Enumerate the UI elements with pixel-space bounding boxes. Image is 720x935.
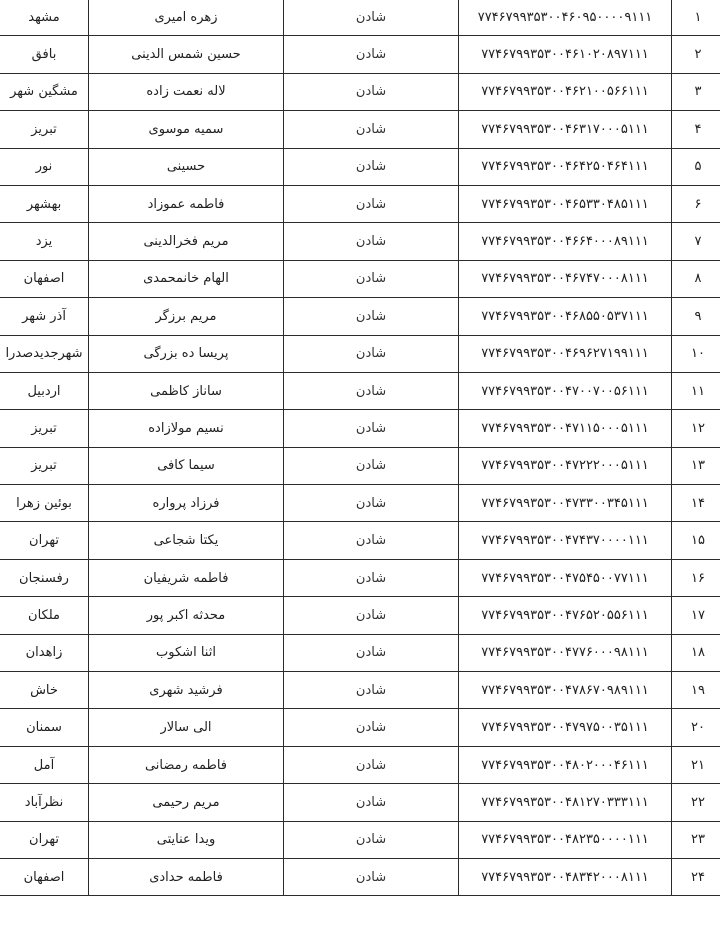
table-row [0, 597, 720, 634]
account-cell [459, 185, 672, 222]
bank-cell: شادن [284, 335, 459, 372]
name-cell: الی سالار [89, 709, 284, 746]
account-number: ۷۷۴۶۷۹۹۳۵۳۰۰۴۷۳۳۰۰۳۴۵۱۱۱ [481, 495, 649, 511]
name-cell: فاطمه شریفیان [89, 559, 284, 596]
city-cell: تبریز [0, 447, 89, 484]
table-row [0, 260, 720, 297]
account-cell [459, 597, 672, 634]
name-cell: ساناز کاظمی [89, 372, 284, 409]
account-cell [459, 148, 672, 185]
table-row [0, 223, 720, 260]
row-number-cell: ۲۳ [672, 821, 720, 858]
bank-cell: شادن [284, 485, 459, 522]
city-cell: زاهدان [0, 634, 89, 671]
row-number-cell: ۱۵ [672, 522, 720, 559]
account-number: ۷۷۴۶۷۹۹۳۵۳۰۰۴۸۳۴۲۰۰۰۸۱۱۱ [481, 869, 649, 885]
name-cell: فاطمه رمضانی [89, 746, 284, 783]
row-number-cell: ۷ [672, 223, 720, 260]
account-number: ۷۷۴۶۷۹۹۳۵۳۰۰۴۶۹۶۲۷۱۹۹۱۱۱ [481, 346, 649, 362]
row-number-cell: ۱۲ [672, 410, 720, 447]
bank-cell: شادن [284, 858, 459, 895]
account-number: ۷۷۴۶۷۹۹۳۵۳۰۰۴۶۲۱۰۰۵۶۶۱۱۱ [481, 84, 649, 100]
name-cell: نسیم مولازاده [89, 410, 284, 447]
bank-cell: شادن [284, 73, 459, 110]
account-number: ۷۷۴۶۷۹۹۳۵۳۰۰۴۷۰۰۷۰۰۵۶۱۱۱ [481, 383, 649, 399]
account-number: ۷۷۴۶۷۹۹۳۵۳۰۰۴۷۱۱۵۰۰۰۵۱۱۱ [481, 420, 649, 436]
account-cell [459, 260, 672, 297]
city-cell: تبریز [0, 410, 89, 447]
name-cell: سیما کافی [89, 447, 284, 484]
bank-cell: شادن [284, 36, 459, 73]
account-number: ۷۷۴۶۷۹۹۳۵۳۰۰۴۶۰۹۵۰۰۰۰۹۱۱۱ [477, 9, 653, 25]
bank-cell: شادن [284, 597, 459, 634]
account-number: ۷۷۴۶۷۹۹۳۵۳۰۰۴۸۱۲۷۰۳۳۳۱۱۱ [481, 794, 649, 810]
city-cell: تهران [0, 821, 89, 858]
row-number-cell: ۲۲ [672, 784, 720, 821]
account-cell [459, 784, 672, 821]
row-number-cell: ۴ [672, 111, 720, 148]
bank-cell: شادن [284, 148, 459, 185]
city-cell: تهران [0, 522, 89, 559]
account-cell [459, 746, 672, 783]
name-cell: حسینی [89, 148, 284, 185]
name-cell: فاطمه حدادی [89, 858, 284, 895]
row-number-cell: ۱۴ [672, 485, 720, 522]
table-row [0, 485, 720, 522]
row-number-cell: ۵ [672, 148, 720, 185]
account-number: ۷۷۴۶۷۹۹۳۵۳۰۰۴۸۰۲۰۰۰۴۶۱۱۱ [481, 757, 649, 773]
bank-cell: شادن [284, 0, 459, 36]
account-number: ۷۷۴۶۷۹۹۳۵۳۰۰۴۷۲۲۲۰۰۰۵۱۱۱ [481, 458, 649, 474]
account-number: ۷۷۴۶۷۹۹۳۵۳۰۰۴۷۶۵۲۰۵۵۶۱۱۱ [481, 607, 649, 623]
account-number: ۷۷۴۶۷۹۹۳۵۳۰۰۴۶۴۲۵۰۴۶۴۱۱۱ [481, 159, 649, 175]
row-number-cell: ۲۰ [672, 709, 720, 746]
account-cell [459, 36, 672, 73]
row-number-cell: ۱۱ [672, 372, 720, 409]
account-cell [459, 672, 672, 709]
account-cell [459, 111, 672, 148]
name-cell: فاطمه عموزاد [89, 185, 284, 222]
row-number-cell: ۸ [672, 260, 720, 297]
city-cell: مشگین شهر [0, 73, 89, 110]
bank-cell: شادن [284, 672, 459, 709]
account-cell [459, 372, 672, 409]
name-cell: الهام خانمحمدی [89, 260, 284, 297]
bank-cell: شادن [284, 559, 459, 596]
account-cell [459, 0, 672, 36]
account-number: ۷۷۴۶۷۹۹۳۵۳۰۰۴۷۹۷۵۰۰۳۵۱۱۱ [481, 720, 649, 736]
table-row [0, 858, 720, 895]
page-margin [0, 926, 720, 935]
table-row [0, 73, 720, 110]
name-cell: مریم رحیمی [89, 784, 284, 821]
row-number-cell: ۹ [672, 298, 720, 335]
row-number-cell: ۲ [672, 36, 720, 73]
city-cell: نور [0, 148, 89, 185]
bank-cell: شادن [284, 223, 459, 260]
account-cell [459, 821, 672, 858]
table-row [0, 185, 720, 222]
city-cell: اصفهان [0, 858, 89, 895]
account-number: ۷۷۴۶۷۹۹۳۵۳۰۰۴۷۷۶۰۰۰۹۸۱۱۱ [481, 645, 649, 661]
row-number-cell: ۳ [672, 73, 720, 110]
city-cell: خاش [0, 672, 89, 709]
bank-cell: شادن [284, 260, 459, 297]
table-row [0, 372, 720, 409]
name-cell: محدثه اکبر پور [89, 597, 284, 634]
city-cell: نظرآباد [0, 784, 89, 821]
city-cell: یزد [0, 223, 89, 260]
name-cell: ویدا عنایتی [89, 821, 284, 858]
account-number: ۷۷۴۶۷۹۹۳۵۳۰۰۴۶۱۰۲۰۸۹۷۱۱۱ [481, 47, 649, 63]
account-number: ۷۷۴۶۷۹۹۳۵۳۰۰۴۸۲۳۵۰۰۰۰۱۱۱ [481, 832, 649, 848]
account-cell [459, 335, 672, 372]
city-cell: مشهد [0, 0, 89, 36]
city-cell: رفسنجان [0, 559, 89, 596]
table-row [0, 335, 720, 372]
row-number-cell: ۲۴ [672, 858, 720, 895]
table-row [0, 821, 720, 858]
account-number: ۷۷۴۶۷۹۹۳۵۳۰۰۴۶۸۵۵۰۵۳۷۱۱۱ [481, 308, 649, 324]
row-number-cell: ۱۰ [672, 335, 720, 372]
account-number: ۷۷۴۶۷۹۹۳۵۳۰۰۴۷۵۴۵۰۰۷۷۱۱۱ [481, 570, 649, 586]
bank-cell: شادن [284, 185, 459, 222]
table-row [0, 672, 720, 709]
account-cell [459, 634, 672, 671]
account-cell [459, 559, 672, 596]
name-cell: فرشید شهری [89, 672, 284, 709]
name-cell: حسین شمس الدینی [89, 36, 284, 73]
bank-cell: شادن [284, 821, 459, 858]
bank-cell: شادن [284, 784, 459, 821]
row-number-cell: ۱۷ [672, 597, 720, 634]
row-number-cell: ۱۸ [672, 634, 720, 671]
bank-cell: شادن [284, 709, 459, 746]
table-row [0, 111, 720, 148]
table-row [0, 559, 720, 596]
account-cell [459, 223, 672, 260]
name-cell: لاله نعمت زاده [89, 73, 284, 110]
row-number-cell: ۲۱ [672, 746, 720, 783]
account-cell [459, 485, 672, 522]
city-cell: آمل [0, 746, 89, 783]
city-cell: شهرجدیدصدرا [0, 335, 89, 372]
name-cell: یکتا شجاعی [89, 522, 284, 559]
city-cell: اردبیل [0, 372, 89, 409]
account-number: ۷۷۴۶۷۹۹۳۵۳۰۰۴۷۴۳۷۰۰۰۰۱۱۱ [481, 533, 649, 549]
bank-cell: شادن [284, 522, 459, 559]
name-cell: مریم فخرالدینی [89, 223, 284, 260]
name-cell: اثنا اشکوب [89, 634, 284, 671]
account-cell [459, 298, 672, 335]
city-cell: آذر شهر [0, 298, 89, 335]
row-number-cell: ۱۳ [672, 447, 720, 484]
name-cell: مریم برزگر [89, 298, 284, 335]
table-row [0, 784, 720, 821]
city-cell: بافق [0, 36, 89, 73]
name-cell: پریسا ده بزرگی [89, 335, 284, 372]
account-number: ۷۷۴۶۷۹۹۳۵۳۰۰۴۶۶۴۰۰۰۸۹۱۱۱ [481, 234, 649, 250]
name-cell: فرزاد پرواره [89, 485, 284, 522]
account-number: ۷۷۴۶۷۹۹۳۵۳۰۰۴۶۵۳۳۰۴۸۵۱۱۱ [481, 196, 649, 212]
bank-cell: شادن [284, 372, 459, 409]
row-number-cell: ۱۹ [672, 672, 720, 709]
city-cell: بهشهر [0, 185, 89, 222]
name-cell: زهره امیری [89, 0, 284, 36]
table-row [0, 746, 720, 783]
name-cell: سمیه موسوی [89, 111, 284, 148]
city-cell: سمنان [0, 709, 89, 746]
account-cell [459, 709, 672, 746]
table-row [0, 447, 720, 484]
account-cell [459, 522, 672, 559]
account-cell [459, 858, 672, 895]
bank-cell: شادن [284, 298, 459, 335]
account-number: ۷۷۴۶۷۹۹۳۵۳۰۰۴۷۸۶۷۰۹۸۹۱۱۱ [481, 682, 649, 698]
city-cell: بوئین زهرا [0, 485, 89, 522]
table-row [0, 634, 720, 671]
account-cell [459, 410, 672, 447]
bank-cell: شادن [284, 634, 459, 671]
table-row [0, 298, 720, 335]
city-cell: اصفهان [0, 260, 89, 297]
account-cell [459, 447, 672, 484]
city-cell: تبریز [0, 111, 89, 148]
city-cell: ملکان [0, 597, 89, 634]
bank-cell: شادن [284, 111, 459, 148]
account-number: ۷۷۴۶۷۹۹۳۵۳۰۰۴۶۳۱۷۰۰۰۵۱۱۱ [481, 121, 649, 137]
bank-cell: شادن [284, 746, 459, 783]
table-row [0, 0, 720, 36]
account-number: ۷۷۴۶۷۹۹۳۵۳۰۰۴۶۷۴۷۰۰۰۸۱۱۱ [481, 271, 649, 287]
account-cell [459, 73, 672, 110]
table-row [0, 709, 720, 746]
bank-cell: شادن [284, 410, 459, 447]
table-row [0, 36, 720, 73]
table-row [0, 522, 720, 559]
table-row [0, 410, 720, 447]
table-row [0, 148, 720, 185]
row-number-cell: ۱ [672, 0, 720, 36]
row-number-cell: ۱۶ [672, 559, 720, 596]
bank-cell: شادن [284, 447, 459, 484]
row-number-cell: ۶ [672, 185, 720, 222]
